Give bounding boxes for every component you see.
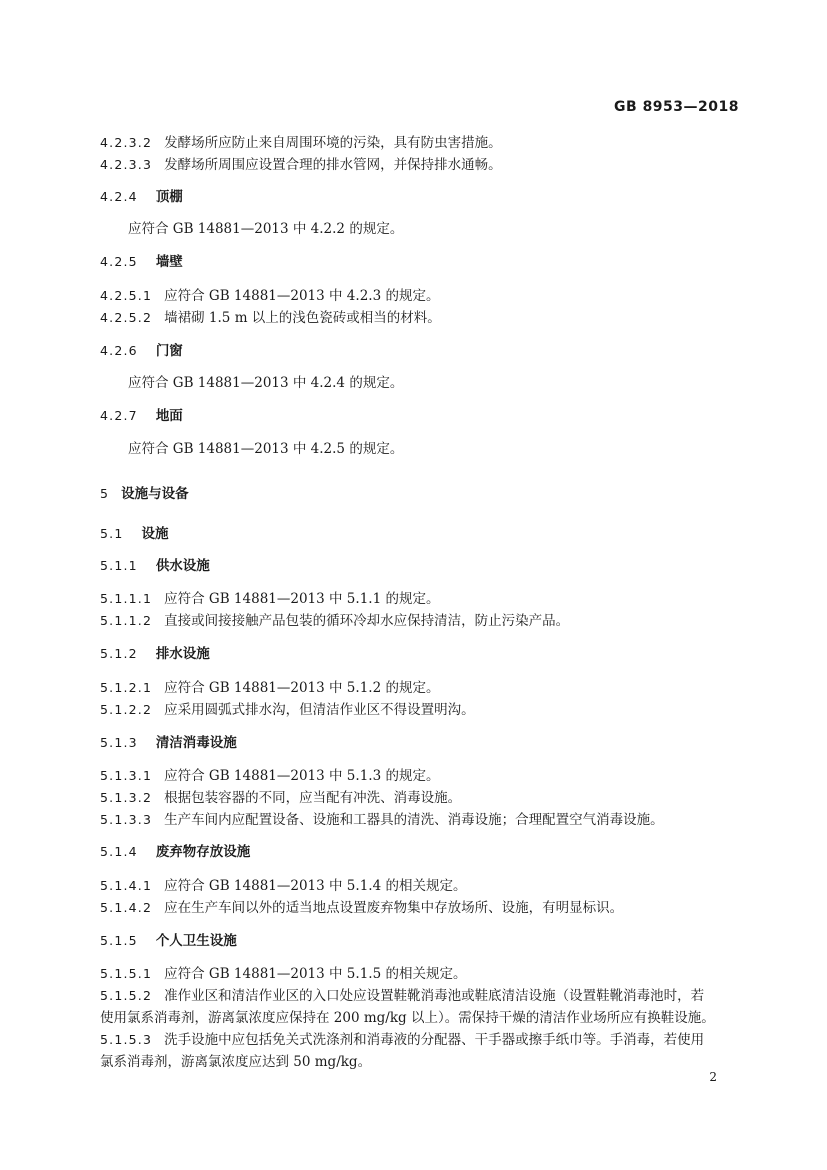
paragraph-text: 应符合 GB 14881—2013 中 4.2.4 的规定。 [128,375,404,391]
clause-continuation [100,1053,371,1071]
section-number: 4.2.4 [100,189,138,204]
paragraph [128,374,403,392]
paragraph-text: 应符合 GB 14881—2013 中 4.2.5 的规定。 [128,441,404,457]
section-heading-5-1-4 [100,843,250,861]
section-heading-4-2-6 [100,342,183,360]
section-heading-4-2-5 [100,253,183,271]
clause-5-1-4-1 [100,877,466,895]
clause-text: 根据包装容器的不同，应当配有冲洗、消毒设施。 [164,790,462,806]
clause-text: 氯系消毒剂，游离氯浓度应达到 50 mg/kg。 [100,1054,372,1070]
clause-4-2-5-2 [100,309,441,327]
page-header: GB 8953—2018 [614,99,739,115]
clause-number: 5.1.4.2 [100,900,153,915]
clause-continuation [100,1009,715,1027]
section-title: 墙壁 [155,254,183,270]
section-heading-5-1-1 [100,557,210,575]
section-title: 供水设施 [155,558,210,574]
clause-5-1-4-2 [100,899,623,917]
section-heading-5-1-5 [100,932,237,950]
paragraph [128,440,403,458]
clause-5-1-3-3 [100,811,664,829]
section-number: 5.1.2 [100,646,138,661]
section-number: 4.2.6 [100,343,138,358]
clause-5-1-1-2 [100,612,569,630]
clause-number: 5.1.1.1 [100,591,153,606]
section-number: 5.1.1 [100,558,138,573]
section-title: 废弃物存放设施 [155,844,251,860]
clause-5-1-5-2 [100,987,704,1005]
clause-text: 应符合 GB 14881—2013 中 5.1.2 的规定。 [164,680,440,696]
section-title: 设施 [141,526,169,542]
clause-4-2-5-1 [100,287,439,305]
clause-5-1-2-1 [100,679,439,697]
clause-text: 应符合 GB 14881—2013 中 5.1.1 的规定。 [164,591,440,607]
section-title: 个人卫生设施 [155,933,237,949]
clause-number: 4.2.3.3 [100,157,153,172]
clause-number: 5.1.5.1 [100,966,153,981]
clause-5-1-1-1 [100,590,439,608]
section-heading-4-2-4 [100,188,183,206]
clause-text: 应符合 GB 14881—2013 中 5.1.5 的相关规定。 [164,966,467,982]
section-title: 门窗 [155,343,183,359]
clause-text: 应符合 GB 14881—2013 中 5.1.3 的规定。 [164,768,440,784]
clause-text: 洗手设施中应包括免关式洗涤剂和消毒液的分配器、干手器或擦手纸巾等。手消毒，若使用 [164,1032,705,1048]
clause-text: 生产车间内应配置设备、设施和工器具的清洗、消毒设施；合理配置空气消毒设施。 [164,812,664,828]
clause-text: 使用氯系消毒剂，游离氯浓度应保持在 200 mg/kg 以上）。需保持干燥的清洁作业场所应有换鞋设施。 [100,1010,715,1026]
section-heading-5-1-2 [100,645,210,663]
clause-number: 5.1.3.2 [100,790,153,805]
section-title: 顶棚 [155,189,183,205]
chapter-heading-5 [100,485,189,503]
section-number: 5.1.3 [100,735,138,750]
section-heading-5-1-3 [100,734,237,752]
clause-number: 5.1.2.1 [100,680,153,695]
section-heading-4-2-7 [100,407,183,425]
clause-text: 应在生产车间以外的适当地点设置废弃物集中存放场所、设施，有明显标识。 [164,900,624,916]
section-number: 5.1.5 [100,933,138,948]
clause-5-1-2-2 [100,701,475,719]
clause-5-1-5-3 [100,1031,704,1049]
paragraph [128,220,403,238]
clause-text: 应符合 GB 14881—2013 中 5.1.4 的相关规定。 [164,878,467,894]
clause-number: 5.1.3.3 [100,812,153,827]
clause-number: 4.2.5.2 [100,310,153,325]
clause-5-1-3-2 [100,789,461,807]
clause-5-1-3-1 [100,767,439,785]
clause-4-2-3-2 [100,134,502,152]
chapter-title: 设施与设备 [121,486,189,502]
page-number: 2 [709,1070,717,1084]
section-title: 排水设施 [155,646,210,662]
clause-number: 5.1.5.3 [100,1032,153,1047]
clause-text: 应采用圆弧式排水沟，但清洁作业区不得设置明沟。 [164,702,475,718]
clause-text: 发酵场所应防止来自周围环境的污染，具有防虫害措施。 [164,135,502,151]
clause-text: 直接或间接接触产品包装的循环冷却水应保持清洁，防止污染产品。 [164,613,570,629]
section-number: 4.2.7 [100,408,138,423]
clause-number: 5.1.4.1 [100,878,153,893]
section-number: 4.2.5 [100,254,138,269]
clause-4-2-3-3 [100,156,502,174]
section-number: 5.1.4 [100,844,138,859]
clause-number: 5.1.2.2 [100,702,153,717]
clause-text: 应符合 GB 14881—2013 中 4.2.3 的规定。 [164,288,440,304]
section-title: 清洁消毒设施 [155,735,237,751]
section-heading-5-1 [100,525,168,543]
clause-text: 墙裙砌 1.5 m 以上的浅色瓷砖或相当的材料。 [164,310,441,326]
chapter-number: 5 [100,486,110,501]
clause-number: 4.2.5.1 [100,288,153,303]
clause-number: 4.2.3.2 [100,135,153,150]
section-title: 地面 [155,408,183,424]
clause-text: 发酵场所周围应设置合理的排水管网，并保持排水通畅。 [164,157,502,173]
section-number: 5.1 [100,526,124,541]
clause-text: 准作业区和清洁作业区的入口处应设置鞋靴消毒池或鞋底清洁设施（设置鞋靴消毒池时，若 [164,988,705,1004]
clause-5-1-5-1 [100,965,466,983]
clause-number: 5.1.3.1 [100,768,153,783]
clause-number: 5.1.5.2 [100,988,153,1003]
clause-number: 5.1.1.2 [100,613,153,628]
paragraph-text: 应符合 GB 14881—2013 中 4.2.2 的规定。 [128,221,404,237]
